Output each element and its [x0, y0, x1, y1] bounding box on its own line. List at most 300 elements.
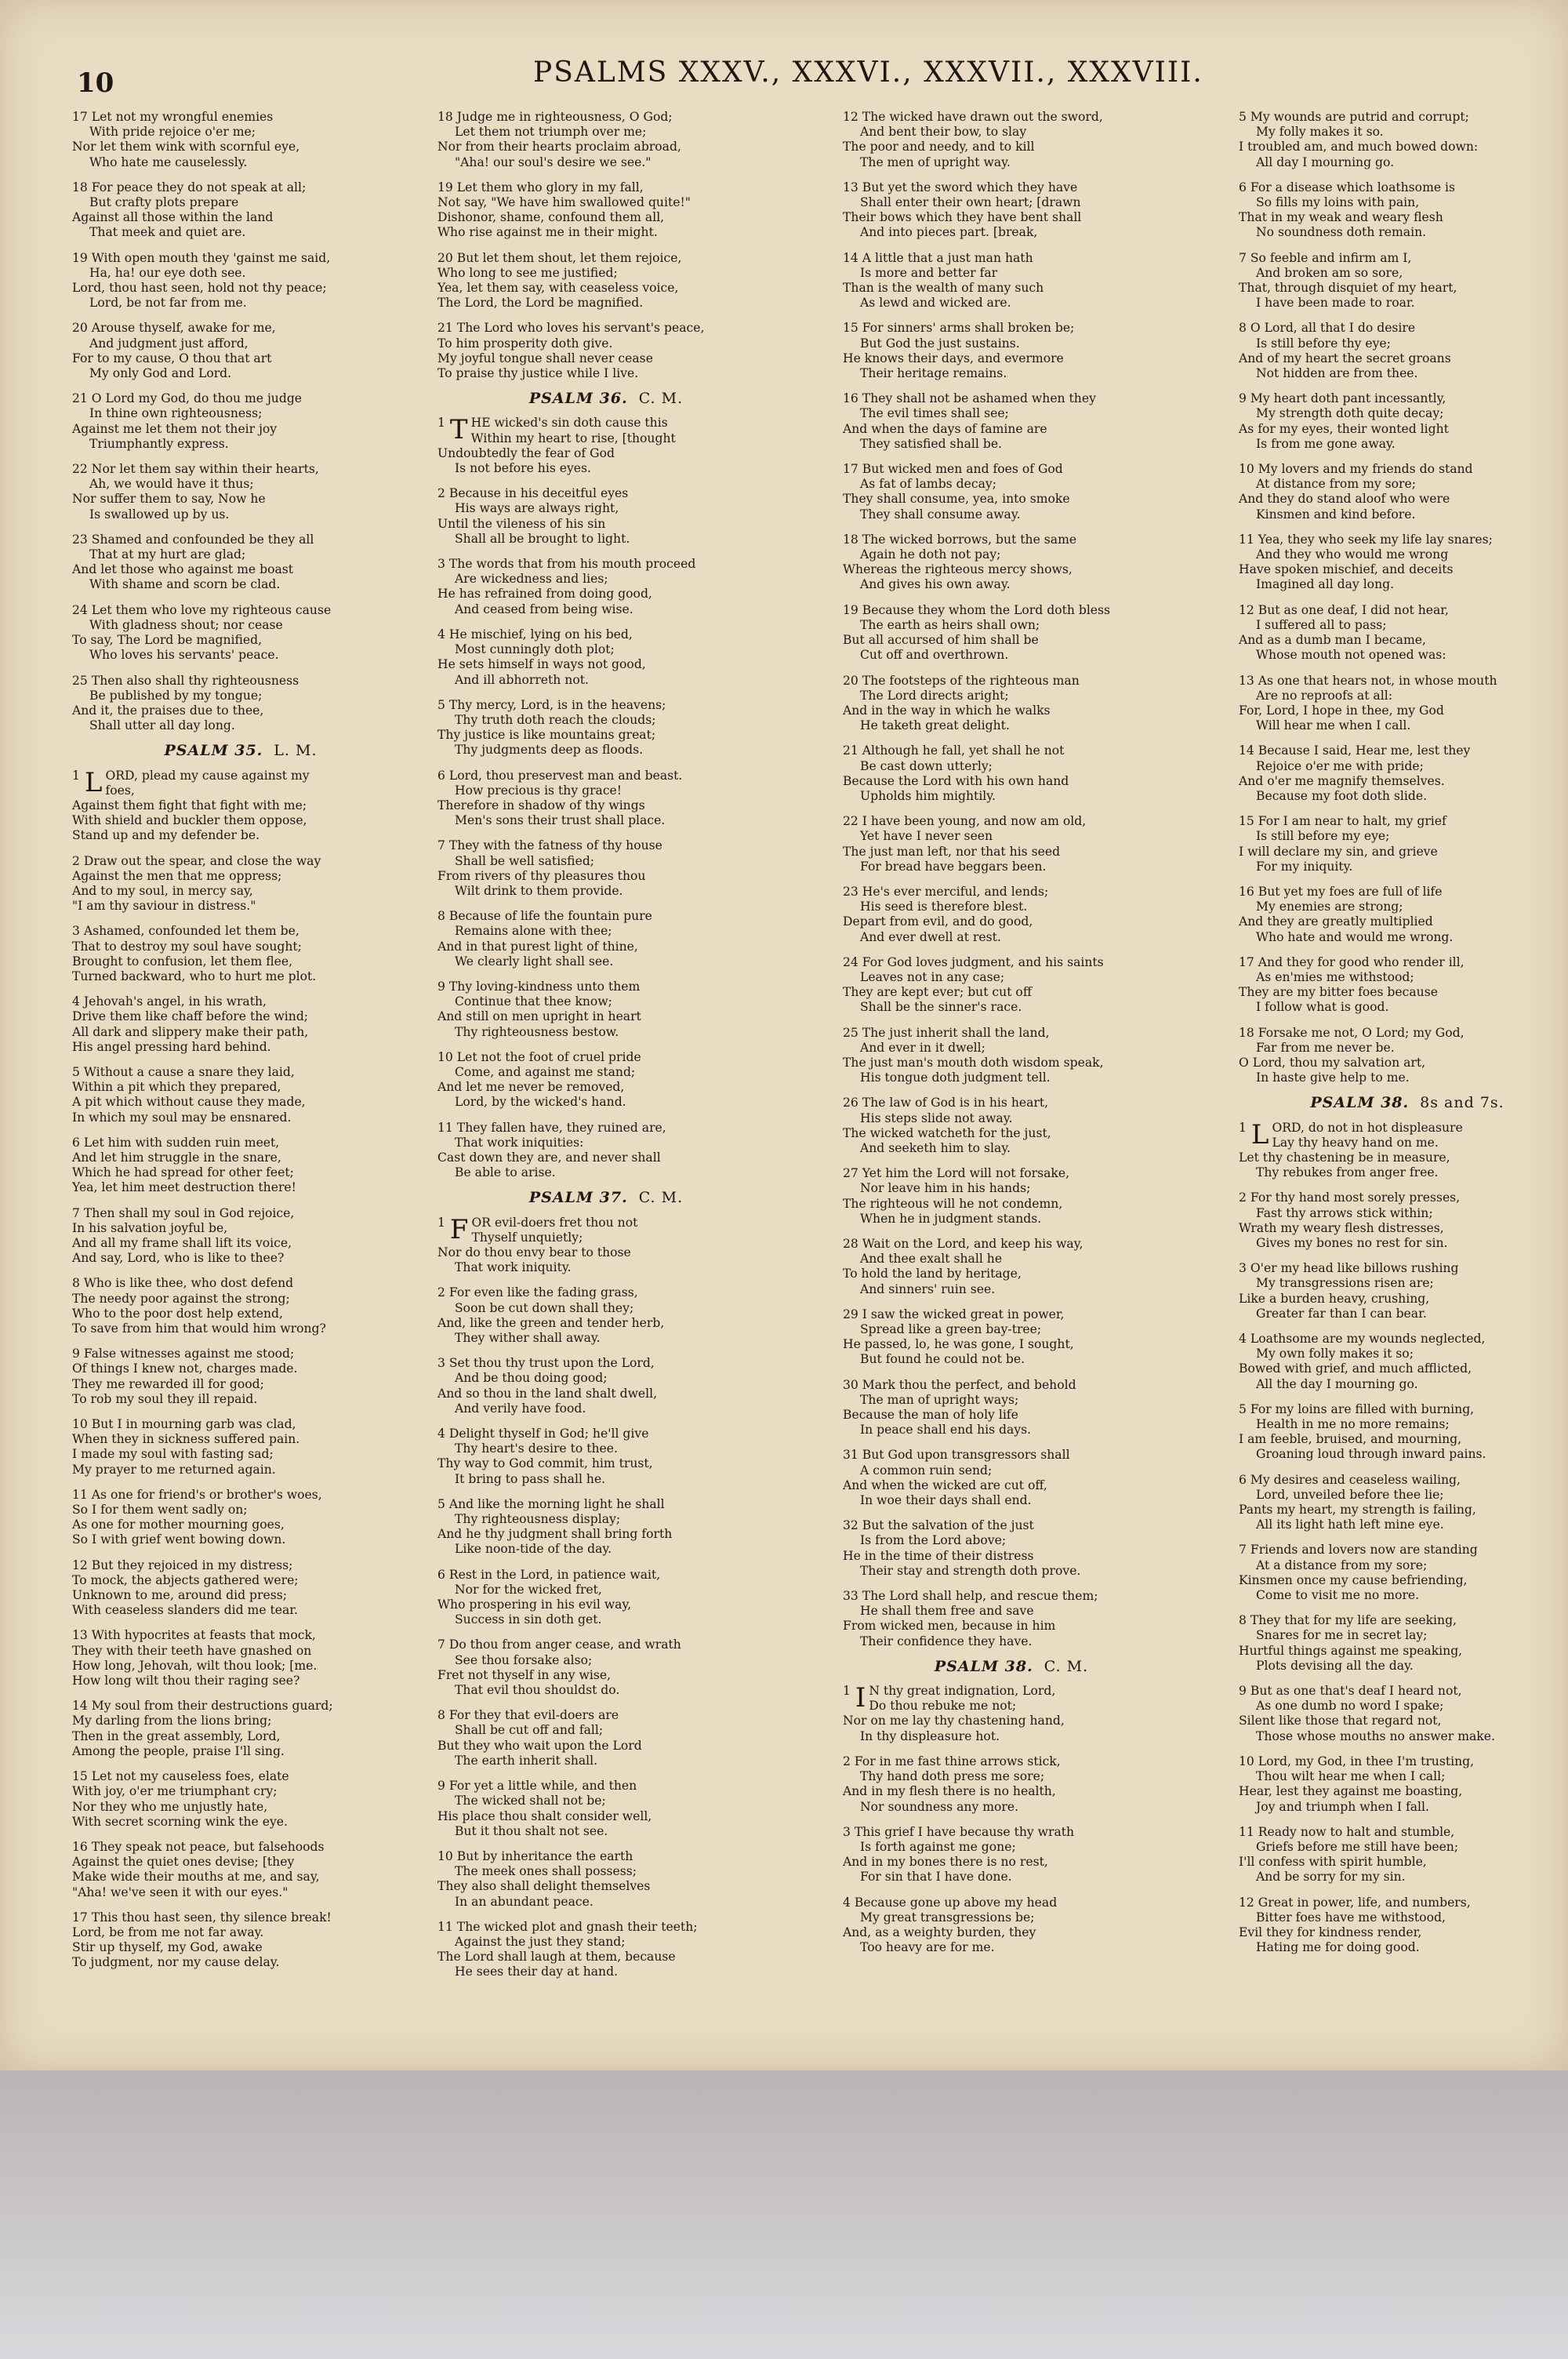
- verse-line: And seeketh him to slay.: [860, 1140, 1011, 1155]
- verse-line: Thy hand doth press me sore;: [860, 1769, 1045, 1784]
- verse: [1239, 533, 1568, 593]
- verse: [843, 1096, 1180, 1156]
- verse-line: 14 A little that a just man hath: [843, 250, 1033, 265]
- verse-line: Then in the great assembly, Lord,: [72, 1728, 281, 1743]
- verse-line: In his salvation joyful be,: [72, 1220, 228, 1235]
- verse: [1239, 462, 1568, 522]
- verse-line: "I am thy saviour in distress.": [72, 899, 256, 914]
- verse-line: Not hidden are from thee.: [1256, 366, 1418, 381]
- verse-line: With secret scorning wink the eye.: [72, 1814, 288, 1829]
- verse-line: My own folly makes it so;: [1256, 1347, 1414, 1361]
- verse-line: Be published by my tongue;: [89, 688, 263, 703]
- verse-line: Let thy chastening be in measure,: [1239, 1150, 1450, 1165]
- verse-line: But they who wait upon the Lord: [437, 1738, 642, 1753]
- verse-line: Until the vileness of his sin: [437, 516, 606, 531]
- verse-line: That at my hurt are glad;: [89, 547, 246, 562]
- verse: [843, 1684, 1180, 1744]
- verse-line: They shall consume away.: [860, 507, 1021, 522]
- verse-line: They are my bitter foes because: [1239, 985, 1438, 1000]
- verse-line: And still on men upright in heart: [437, 1009, 641, 1024]
- verse-line: And in my flesh there is no health,: [843, 1784, 1056, 1799]
- verse-line: 3 The words that from his mouth proceed: [437, 557, 696, 572]
- verse-line: In which my soul may be ensnared.: [72, 1110, 292, 1125]
- verse: [72, 110, 409, 170]
- verse: [72, 391, 409, 452]
- drop-cap: F: [449, 1213, 469, 1245]
- verse: [843, 743, 1180, 804]
- verse: [437, 1568, 775, 1628]
- verse: [437, 1779, 775, 1839]
- verse: [843, 462, 1180, 522]
- verse-line: Greater far than I can bear.: [1256, 1306, 1427, 1321]
- verse-line: Unknown to me, around did press;: [72, 1588, 287, 1603]
- verse-line: Let them not triumph over me;: [455, 125, 647, 140]
- psalm-heading: [72, 743, 409, 758]
- verse: [843, 603, 1180, 663]
- verse-line: Nor leave him in his hands;: [860, 1181, 1031, 1196]
- verse-line: All dark and slippery make their path,: [72, 1024, 309, 1039]
- verse-line: Be cast down utterly;: [860, 758, 993, 773]
- verse: [437, 1849, 775, 1910]
- verse: [843, 1754, 1180, 1815]
- verse-line: 4 He mischief, lying on his bed,: [437, 627, 633, 642]
- verse-line: Evil they for kindness render,: [1239, 1925, 1422, 1939]
- verse-line: Which he had spread for other feet;: [72, 1165, 294, 1180]
- verse-line: 10 But I in mourning garb was clad,: [72, 1417, 296, 1432]
- verse-line: 6 My desires and ceaseless wailing,: [1239, 1472, 1461, 1487]
- verse-line: His seed is therefore blest.: [860, 900, 1028, 914]
- verse: [72, 251, 409, 311]
- verse-line: But crafty plots prepare: [89, 195, 239, 210]
- verse-line: The men of upright way.: [860, 154, 1011, 169]
- verse-line: Do thou rebuke me not;: [869, 1699, 1017, 1714]
- verse: [843, 180, 1180, 241]
- verse: [437, 1920, 775, 1980]
- verse-line: Is still before my eye;: [1256, 829, 1390, 844]
- verse-line: Thy judgments deep as floods.: [455, 743, 644, 758]
- verse-line: Is swallowed up by us.: [89, 507, 230, 522]
- verse-line: Whose mouth not opened was:: [1256, 648, 1446, 663]
- verse-line: But all accursed of him shall be: [843, 633, 1039, 648]
- verse-line: And ill abhorreth not.: [455, 672, 589, 687]
- verse-line: They are kept ever; but cut off: [843, 985, 1032, 1000]
- verse-line: The just man left, nor that his seed: [843, 844, 1061, 859]
- verse-line: At distance from my sore;: [1256, 477, 1416, 492]
- verse-line: 12 Great in power, life, and numbers,: [1239, 1895, 1471, 1910]
- verse-line: 11 Ready now to halt and stumble,: [1239, 1824, 1455, 1839]
- verse-line: Lay thy heavy hand on me.: [1272, 1135, 1439, 1150]
- verse-line: His tongue doth judgment tell.: [860, 1070, 1051, 1085]
- verse-line: The needy poor against the strong;: [72, 1291, 290, 1306]
- verse-line: 21 Although he fall, yet shall he not: [843, 743, 1065, 758]
- verse-line: To judgment, nor my cause delay.: [72, 1955, 280, 1970]
- verse-line: Is more and better far: [860, 265, 998, 280]
- verse-line: "Aha! our soul's desire we see.": [455, 154, 652, 169]
- verse: [437, 909, 775, 969]
- verse-line: Those whose mouths no answer make.: [1256, 1728, 1495, 1743]
- verse-line: But it thou shalt not see.: [455, 1823, 608, 1838]
- verse-line: From rivers of thy pleasures thou: [437, 868, 646, 883]
- verse-line: And in my bones there is no rest,: [843, 1855, 1048, 1870]
- verse: [843, 1378, 1180, 1438]
- psalm-title: PSALM 38.: [1310, 1094, 1410, 1112]
- verse-line: Shall be the sinner's race.: [860, 1000, 1022, 1015]
- verse-line: And be sorry for my sin.: [1256, 1870, 1406, 1885]
- running-head: PSALMS XXXV., XXXVI., XXXVII., XXXVIII.: [533, 56, 1203, 89]
- verse-line: 8 O Lord, all that I do desire: [1239, 321, 1416, 336]
- drop-cap: L: [84, 766, 103, 798]
- verse-line: OR evil-doers fret thou not: [471, 1215, 638, 1230]
- verse-line: Shall enter their own heart; [drawn: [860, 195, 1081, 210]
- verse-line: And broken am so sore,: [1256, 265, 1403, 280]
- verse-line: The just man's mouth doth wisdom speak,: [843, 1055, 1104, 1070]
- verse-line: Shall be well satisfied;: [455, 853, 595, 868]
- verse-line: I am feeble, bruised, and mourning,: [1239, 1432, 1462, 1447]
- verse: [437, 1427, 775, 1487]
- verse-line: 18 Forsake me not, O Lord; my God,: [1239, 1025, 1465, 1040]
- verse-line: 8 Who is like thee, who dost defend: [72, 1276, 294, 1291]
- verse-line: And ceased from being wise.: [455, 602, 633, 616]
- verse-line: 2 Because in his deceitful eyes: [437, 486, 629, 501]
- verse-line: Come to visit me no more.: [1256, 1588, 1420, 1603]
- verse-line: Their stay and strength doth prove.: [860, 1563, 1081, 1578]
- verse-line: The earth inherit shall.: [455, 1753, 598, 1768]
- verse-line: 20 Arouse thyself, awake for me,: [72, 321, 276, 336]
- verse-line: So I with grief went bowing down.: [72, 1532, 286, 1547]
- text-column-1: [72, 110, 409, 1981]
- verse-line: Cast down they are, and never shall: [437, 1150, 661, 1165]
- text-column-2: [437, 110, 775, 1990]
- verse: [72, 462, 409, 522]
- verse-line: ORD, plead my cause against my: [105, 768, 310, 783]
- verse-line: They me rewarded ill for good;: [72, 1376, 264, 1391]
- verse: [843, 1825, 1180, 1885]
- verse-line: My joyful tongue shall never cease: [437, 351, 653, 365]
- verse-line: 9 False witnesses against me stood;: [72, 1347, 295, 1361]
- verse-line: My enemies are strong;: [1256, 900, 1403, 914]
- verse: [1239, 1613, 1568, 1674]
- verse-line: Thy way to God commit, him trust,: [437, 1456, 653, 1471]
- verse-line: And so thou in the land shalt dwell,: [437, 1386, 658, 1401]
- verse-line: 16 They speak not peace, but falsehoods: [72, 1839, 325, 1854]
- verse-line: 7 Then shall my soul in God rejoice,: [72, 1205, 295, 1220]
- verse-line: As for my eyes, their wonted light: [1239, 421, 1449, 436]
- verse-line: Nor let them wink with scornful eye,: [72, 140, 300, 154]
- verse-line: That to destroy my soul have sought;: [72, 939, 302, 954]
- verse-line: 8 Because of life the fountain pure: [437, 909, 652, 924]
- verse-line: 9 For yet a little while, and then: [437, 1779, 637, 1794]
- verse-line: And of my heart the secret groans: [1239, 351, 1451, 365]
- verse-line: Is not before his eyes.: [455, 461, 591, 476]
- verse-line: Health in me no more remains;: [1256, 1417, 1450, 1432]
- verse-line: Against the men that me oppress;: [72, 868, 282, 883]
- verse-line: They wither shall away.: [455, 1331, 601, 1346]
- verse-line: Fret not thyself in any wise,: [437, 1667, 612, 1682]
- verse-line: They with their teeth have gnashed on: [72, 1643, 312, 1658]
- verse-line: Depart from evil, and do good,: [843, 914, 1033, 929]
- verse-line: For, Lord, I hope in thee, my God: [1239, 703, 1444, 718]
- verse: [843, 251, 1180, 311]
- verse-line: Triumphantly express.: [89, 436, 229, 451]
- verse: [437, 1050, 775, 1110]
- verse-line: Have spoken mischief, and deceits: [1239, 562, 1454, 577]
- verse-line: My only God and Lord.: [89, 366, 232, 381]
- verse-line: 2 For thy hand most sorely presses,: [1239, 1190, 1461, 1205]
- verse-line: 17 This thou hast seen, thy silence break!: [72, 1910, 332, 1925]
- verse-line: ORD, do not in hot displeasure: [1272, 1120, 1463, 1135]
- verse-line: 14 Because I said, Hear me, lest they: [1239, 743, 1471, 758]
- verse: [72, 1347, 409, 1407]
- verse-line: He knows their days, and evermore: [843, 351, 1064, 365]
- verse-line: From wicked men, because in him: [843, 1619, 1056, 1634]
- verse: [437, 627, 775, 688]
- verse-line: 10 Lord, my God, in thee I'm trusting,: [1239, 1754, 1475, 1768]
- verse: [72, 603, 409, 663]
- verse-line: Continue that thee know;: [455, 994, 612, 1009]
- verse: [1239, 1543, 1568, 1603]
- background-surface: [0, 2070, 1568, 2359]
- verse: [437, 251, 775, 311]
- verse-line: Are no reproofs at all:: [1256, 688, 1392, 703]
- verse-line: 11 The wicked plot and gnash their teeth;: [437, 1919, 698, 1934]
- verse-line: No soundness doth remain.: [1256, 225, 1427, 240]
- verse-line: Soon be cut down shall they;: [455, 1300, 634, 1315]
- verse-line: 2 For in me fast thine arrows stick,: [843, 1754, 1061, 1768]
- verse-line: With pride rejoice o'er me;: [89, 125, 256, 140]
- drop-cap: L: [1250, 1118, 1269, 1150]
- verse-line: Kinsmen and kind before.: [1256, 507, 1416, 522]
- verse-line: Is from the Lord above;: [860, 1533, 1007, 1548]
- verse-line: 17 Let not my wrongful enemies: [72, 110, 274, 124]
- verse: [72, 1840, 409, 1900]
- verse-line: 20 The footsteps of the righteous man: [843, 673, 1080, 688]
- verse-line: Nor on me lay thy chastening hand,: [843, 1714, 1065, 1728]
- verse-line: The meek ones shall possess;: [455, 1864, 637, 1879]
- verse-line: Again he doth not pay;: [860, 547, 1001, 562]
- verse-line: His angel pressing hard behind.: [72, 1039, 271, 1054]
- verse-line: Like a burden heavy, crushing,: [1239, 1291, 1430, 1306]
- verse-line: Griefs before me still have been;: [1256, 1839, 1459, 1854]
- verse-line: And as a dumb man I became,: [1239, 633, 1426, 648]
- verse-line: Leaves not in any case;: [860, 969, 1005, 984]
- verse-line: And they who would me wrong: [1256, 547, 1449, 562]
- verse-line: Be able to arise.: [455, 1165, 556, 1180]
- verse-line: With ceaseless slanders did me tear.: [72, 1603, 298, 1618]
- verse-line: 22 I have been young, and now am old,: [843, 814, 1087, 829]
- verse-line: Is still before thy eye;: [1256, 336, 1391, 351]
- verse-line: I'll confess with spirit humble,: [1239, 1855, 1427, 1870]
- verse-line: He in the time of their distress: [843, 1548, 1034, 1563]
- verse-line: Than is the wealth of many such: [843, 281, 1044, 296]
- verse-line: And they do stand aloof who were: [1239, 492, 1450, 507]
- verse: [1239, 674, 1568, 734]
- verse: [843, 674, 1180, 734]
- verse-line: Too heavy are for me.: [860, 1940, 995, 1955]
- verse-line: Within a pit which they prepared,: [72, 1080, 281, 1095]
- verse-line: To rob my soul they ill repaid.: [72, 1391, 258, 1406]
- verse-line: 10 But by inheritance the earth: [437, 1848, 633, 1863]
- verse-line: In thine own righteousness;: [89, 406, 263, 421]
- verse-line: How long wilt thou their raging see?: [72, 1674, 300, 1688]
- verse-line: Hating me for doing good.: [1256, 1940, 1420, 1955]
- verse-line: Who loves his servants' peace.: [89, 648, 279, 663]
- psalm-meter: 8s and 7s.: [1420, 1094, 1504, 1112]
- verse-line: 12 But as one deaf, I did not hear,: [1239, 602, 1449, 617]
- verse: [72, 854, 409, 914]
- verse-line: Who rise against me in their might.: [437, 225, 658, 240]
- verse-line: 4 Jehovah's angel, in his wrath,: [72, 994, 267, 1009]
- verse-line: 28 Wait on the Lord, and keep his way,: [843, 1237, 1083, 1251]
- verse: [437, 1285, 775, 1346]
- verse-line: And, like the green and tender herb,: [437, 1315, 665, 1330]
- verse: [843, 1237, 1180, 1297]
- verse-line: 22 Nor let them say within their hearts,: [72, 462, 319, 477]
- verse-line: 10 Let not the foot of cruel pride: [437, 1049, 641, 1064]
- verse: [437, 486, 775, 547]
- verse-line: And he thy judgment shall bring forth: [437, 1527, 673, 1542]
- verse-line: 7 They with the fatness of thy house: [437, 838, 662, 853]
- verse-line: 4 Delight thyself in God; he'll give: [437, 1427, 649, 1441]
- verse-line: A pit which without cause they made,: [72, 1095, 306, 1110]
- verse: [1239, 814, 1568, 874]
- verse-line: So fills my loins with pain,: [1256, 195, 1420, 210]
- verse-line: That work iniquities:: [455, 1135, 584, 1150]
- verse-line: I suffered all to pass;: [1256, 617, 1387, 632]
- drop-cap: I: [855, 1682, 866, 1714]
- verse: [72, 1136, 409, 1196]
- verse-line: 19 Because they whom the Lord doth bless: [843, 602, 1111, 617]
- verse-line: 9 My heart doth pant incessantly,: [1239, 391, 1446, 406]
- verse-line: At a distance from my sore;: [1256, 1558, 1428, 1572]
- verse-line: For bread have beggars been.: [860, 859, 1047, 874]
- verse-line: Wilt drink to them provide.: [455, 883, 623, 898]
- verse: [437, 180, 775, 241]
- verse-line: 15 For sinners' arms shall broken be;: [843, 321, 1075, 336]
- verse-line: 32 But the salvation of the just: [843, 1518, 1034, 1533]
- verse: [72, 1417, 409, 1478]
- verse-line: Remains alone with thee;: [455, 924, 612, 939]
- verse: [72, 1206, 409, 1267]
- verse-line: Groaning loud through inward pains.: [1256, 1447, 1486, 1462]
- verse: [843, 391, 1180, 452]
- verse-line: All the day I mourning go.: [1256, 1376, 1418, 1391]
- verse-line: Spread like a green bay-tree;: [860, 1322, 1042, 1337]
- verse: [72, 1488, 409, 1548]
- verse-line: They also shall delight themselves: [437, 1879, 651, 1894]
- verse-line: 3 Set thou thy trust upon the Lord,: [437, 1356, 655, 1371]
- verse: [437, 1497, 775, 1558]
- verse-line: 16 They shall not be ashamed when they: [843, 391, 1096, 406]
- verse-line: 13 But yet the sword which they have: [843, 180, 1078, 194]
- verse-line: Plots devising all the day.: [1256, 1658, 1414, 1673]
- verse-line: For to my cause, O thou that art: [72, 351, 272, 365]
- verse-line: The Lord shall laugh at them, because: [437, 1950, 676, 1965]
- verse: [72, 1769, 409, 1830]
- verse-line: And to my soul, in mercy say,: [72, 883, 253, 898]
- verse-line: Not say, "We have him swallowed quite!": [437, 195, 691, 210]
- verse-line: Whereas the righteous mercy shows,: [843, 562, 1073, 577]
- verse: [843, 1589, 1180, 1649]
- verse-line: To mock, the abjects gathered were;: [72, 1572, 299, 1587]
- verse-line: He sees their day at hand.: [455, 1965, 619, 1979]
- verse: [1239, 1190, 1568, 1251]
- verse-line: 6 Lord, thou preservest man and beast.: [437, 768, 683, 783]
- verse: [843, 1166, 1180, 1227]
- verse-line: The righteous will he not condemn,: [843, 1196, 1063, 1211]
- verse-line: For my iniquity.: [1256, 859, 1353, 874]
- verse-line: 7 Friends and lovers now are standing: [1239, 1543, 1478, 1558]
- verse-line: Gives my bones no rest for sin.: [1256, 1236, 1448, 1250]
- verse-line: But God the just sustains.: [860, 336, 1020, 351]
- verse-line: 23 Shamed and confounded be they all: [72, 532, 314, 547]
- verse-number: 1: [72, 768, 80, 783]
- verse: [1239, 603, 1568, 663]
- verse-line: In peace shall end his days.: [860, 1423, 1032, 1438]
- verse-line: To hold the land by heritage,: [843, 1267, 1022, 1281]
- verse-line: With shame and scorn be clad.: [89, 577, 281, 592]
- verse-line: See thou forsake also;: [455, 1652, 593, 1667]
- verse: [1239, 1402, 1568, 1463]
- verse-line: Against the just they stand;: [455, 1934, 626, 1949]
- verse-line: And sinners' ruin see.: [860, 1281, 996, 1296]
- verse: [1239, 251, 1568, 311]
- verse-line: And thee exalt shall he: [860, 1252, 1003, 1267]
- verse-line: 30 Mark thou the perfect, and behold: [843, 1377, 1076, 1392]
- verse-line: Are wickedness and lies;: [455, 572, 608, 587]
- verse-line: Stand up and my defender be.: [72, 828, 260, 843]
- verse-line: 20 But let them shout, let them rejoice,: [437, 250, 682, 265]
- verse-line: For sin that I have done.: [860, 1870, 1012, 1885]
- verse-line: 24 For God loves judgment, and his saints: [843, 954, 1104, 969]
- verse-line: In an abundant peace.: [455, 1894, 593, 1909]
- verse-line: Shall utter all day long.: [89, 718, 235, 733]
- verse-line: And it, the praises due to thee,: [72, 703, 264, 718]
- verse-line: Make wide their mouths at me, and say,: [72, 1870, 320, 1885]
- verse-line: And in that purest light of thine,: [437, 939, 638, 954]
- verse-line: Is from me gone away.: [1256, 436, 1396, 451]
- verse-number: 1: [437, 416, 445, 431]
- verse: [1239, 1261, 1568, 1321]
- verse-line: Lord, be not far from me.: [89, 296, 247, 311]
- verse-line: Against all those within the land: [72, 210, 274, 225]
- verse-line: To save from him that would him wrong?: [72, 1321, 326, 1336]
- verse-line: 17 And they for good who render ill,: [1239, 954, 1465, 969]
- verse-line: Thy rebukes from anger free.: [1256, 1165, 1439, 1180]
- verse-line: Lord, be from me not far away.: [72, 1925, 264, 1939]
- verse-line: 5 My wounds are putrid and corrupt;: [1239, 110, 1469, 124]
- psalm-heading: [437, 391, 775, 406]
- verse-line: And ever dwell at rest.: [860, 929, 1001, 944]
- verse-line: 3 Ashamed, confounded let them be,: [72, 924, 299, 939]
- verse-line: He has refrained from doing good,: [437, 587, 652, 602]
- verse-line: 17 But wicked men and foes of God: [843, 462, 1063, 477]
- verse-line: The earth as heirs shall own;: [860, 617, 1040, 632]
- verse-line: 25 The just inherit shall the land,: [843, 1025, 1050, 1040]
- verse-line: Nor they who me unjustly hate,: [72, 1799, 268, 1814]
- verse-line: The wicked watcheth for the just,: [843, 1125, 1051, 1140]
- verse-line: Nor for the wicked fret,: [455, 1582, 602, 1597]
- psalm-meter: C. M.: [1044, 1657, 1089, 1675]
- verse-line: Wrath my weary flesh distresses,: [1239, 1220, 1444, 1235]
- verse-line: 11 They fallen have, they ruined are,: [437, 1120, 666, 1135]
- verse-line: As en'mies me withstood;: [1256, 969, 1414, 984]
- verse: [72, 1558, 409, 1619]
- verse-line: My transgressions risen are;: [1256, 1276, 1434, 1291]
- verse: [72, 924, 409, 984]
- verse-line: 10 My lovers and my friends do stand: [1239, 462, 1473, 477]
- verse-line: Nor do thou envy bear to those: [437, 1245, 631, 1259]
- verse: [72, 1628, 409, 1688]
